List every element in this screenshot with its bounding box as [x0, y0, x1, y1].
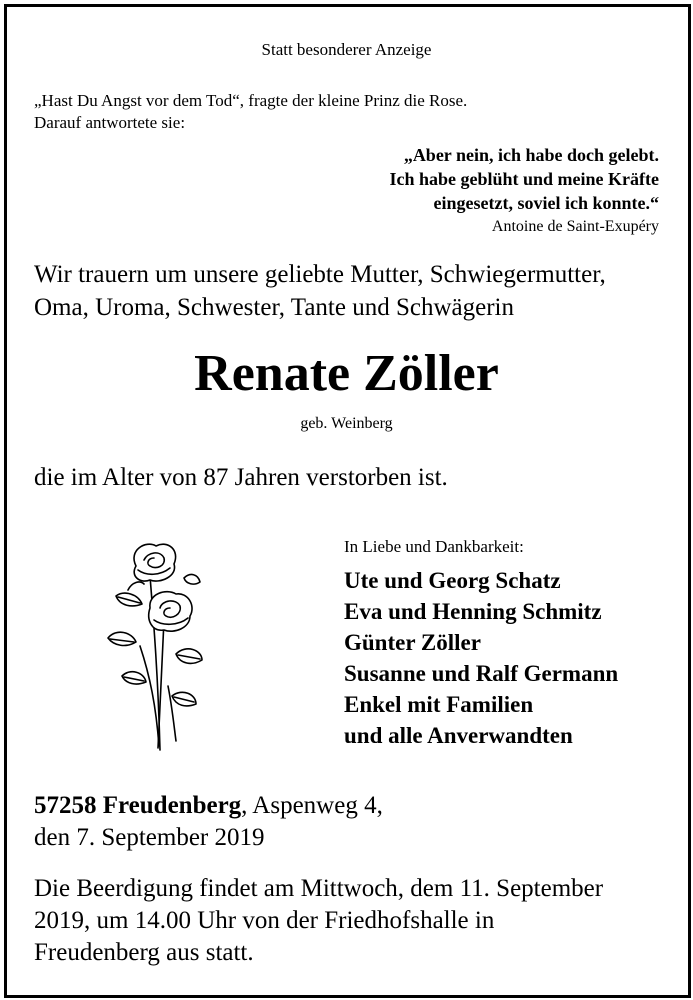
mourning-intro-line: Oma, Uroma, Schwester, Tante und Schwägerin	[34, 294, 514, 321]
funeral-line: Die Beerdigung findet am Mittwoch, dem 11. September	[34, 875, 604, 902]
notice-heading: Statt besonderer Anzeige	[261, 40, 432, 59]
notice-date: den 7. September 2019	[34, 824, 265, 851]
quote-author: Antoine de Saint-Exupéry	[491, 218, 659, 235]
thanks-line: In Liebe und Dankbarkeit:	[344, 537, 524, 556]
mourning-intro-line: Wir trauern um unsere geliebte Mutter, Schwiegermutter,	[34, 261, 606, 288]
quote-answer-line: eingesetzt, soviel ich konnte.“	[433, 193, 659, 213]
maiden-name: geb. Weinberg	[300, 415, 393, 432]
street: , Aspenweg 4,	[241, 792, 383, 819]
mourner-entry: Eva und Henning Schmitz	[344, 599, 602, 624]
age-statement: die im Alter von 87 Jahren verstorben ist.	[34, 464, 448, 491]
funeral-line: Freudenberg aus statt.	[34, 939, 254, 966]
rose-illustration	[98, 536, 212, 756]
mourner-entry: Ute und Georg Schatz	[344, 568, 561, 593]
postcode-city: 57258 Freudenberg	[34, 792, 242, 819]
quote-answer-line: Ich habe geblüht und meine Kräfte	[389, 169, 659, 189]
deceased-name: Renate Zöller	[194, 345, 499, 402]
mourner-entry: Enkel mit Familien	[344, 692, 534, 717]
address-line	[34, 790, 383, 822]
mourner-entry: Susanne und Ralf Germann	[344, 661, 619, 686]
mourning-intro	[34, 258, 606, 324]
mourner-entry: und alle Anverwandten	[344, 723, 573, 748]
quote-answer-line: „Aber nein, ich habe doch gelebt.	[403, 145, 659, 165]
quote-answer	[389, 143, 659, 215]
quote-intro	[34, 90, 467, 134]
quote-intro-line: Darauf antwortete sie:	[34, 113, 186, 132]
funeral-line: 2019, um 14.00 Uhr von der Friedhofshalle in	[34, 907, 495, 934]
address-block	[34, 790, 383, 854]
mourner-entry: Günter Zöller	[344, 630, 481, 655]
mourners-list	[344, 565, 618, 751]
quote-intro-line: „Hast Du Angst vor dem Tod“, fragte der kleine Prinz die Rose.	[34, 91, 468, 110]
funeral-info	[34, 873, 603, 969]
